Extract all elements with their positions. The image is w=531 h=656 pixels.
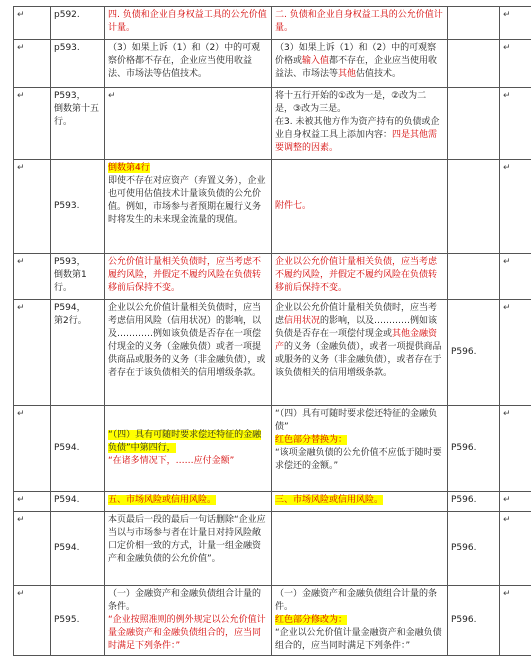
table-row: ↵ P594. 五、市场风险或信用风险。 三、市场风险或信用风险。 P596. ↵ bbox=[14, 492, 531, 512]
table-row: ↵ P595. （一）金融资产和金融负债组合计量的条件。 “企业按照准则的例外规定以公允价值计量金融资产和金融负债组合的，应当同时满足下列条件：” （一）金融资产和金融负债组合计量的条件。 红色部分修改为： “企业以公允价值计量金融资产和金融负债组合的，应当同时满足下列条件：” P596. ↵ bbox=[14, 586, 531, 656]
page-cell: P594. bbox=[51, 406, 105, 492]
table-row bbox=[14, 7, 531, 40]
page-cell: p593. bbox=[51, 40, 105, 88]
revised-text-cell: 企业以公允价值计量相关负债时，应当考虑信用状况的影响，以及…………例如该负债是否存在一项偿付现金或其他金融资产的义务（金融负债），或者一项提供商品或服务的义务（非金融负债），或者存在于该负债相关的信用增级条款。 bbox=[272, 300, 448, 406]
revised-text-cell: 二. 负债和企业自身权益工具的公允价值计量。 bbox=[272, 7, 448, 40]
ref-page-cell: P596. bbox=[448, 300, 500, 406]
original-text-cell: 公允价值计量相关负债时，应当考虑不履约风险，并假定不履约风险在负债转移前后保持不变。 bbox=[105, 254, 272, 300]
errata-table bbox=[13, 6, 531, 656]
revised-text-cell: 附件七。 bbox=[272, 160, 448, 254]
row-end-marker: ↵ bbox=[500, 7, 531, 40]
page-cell: p592. bbox=[51, 7, 105, 40]
original-text-cell: 四. 负债和企业自身权益工具的公允价值计量。 bbox=[105, 7, 272, 40]
page-cell: P593， 倒数第1行。 bbox=[51, 254, 105, 300]
revised-text-cell: “（四）具有可随时要求偿还特征的金融负债” 红色部分替换为： “该项金融负债的公允价值不应低于随时要求偿还的金额。” bbox=[272, 406, 448, 492]
page-cell: P594， 第2行。 bbox=[51, 300, 105, 406]
ref-page-cell: P596. bbox=[448, 406, 500, 492]
table-row: ↵ P594， 第2行。 企业以公允价值计量相关负债时，应当考虑信用风险（信用状况）的影响，以及…………例如该负债是否存在一项偿付现金的义务（金融负债）或者一项提供商品或服务的义务（非金融负债），或者存在于该负债相关的信用增级条款。 企业以公允价值计量相关负债时，应当考虑信用状况的影响，以及…………例如该负债是否存在一项偿付现金或其他金融资产的义务（金融负债），或者一项提供商品或服务的义务（非金融负债），或者存在于该负债相关的信用增级条款。 P596. ↵ bbox=[14, 300, 531, 406]
table-row: ↵ P593， 倒数第1行。 公允价值计量相关负债时，应当考虑不履约风险，并假定不履约风险在负债转移前后保持不变。 企业以公允价值计量相关负债，应当考虑不履约风险，并假定不履约风险在负债转移前后保持不变。 ↵ bbox=[14, 254, 531, 300]
revised-text-cell: 企业以公允价值计量相关负债，应当考虑不履约风险，并假定不履约风险在负债转移前后保持不变。 bbox=[272, 254, 448, 300]
original-text-cell: 倒数第4行 即使不存在对应资产（弃置义务），企业也可使用估值技术计量该负债的公允价值。例如，市场参与者预期在履行义务时将发生的未来现金流量的现值。 bbox=[105, 160, 272, 254]
table-row: ↵ P593， 倒数第十五行。 ↵ 将十五行开始的①改为一是，②改为二是，③改为三是。 在3. 未被其他方作为资产持有的负债或企业自身权益工具上添加内容：四是其他需要调整的因素。 ↵ bbox=[14, 88, 531, 160]
original-text-cell: 本页最后一段的最后一句话删除“企业应当以与市场参与者在计量日对持风险敞口定价相一致的方式，计量一组金融资产和金融负债的公允价值”。 bbox=[105, 512, 272, 586]
table-row: ↵ P594. 本页最后一段的最后一句话删除“企业应当以与市场参与者在计量日对持风险敞口定价相一致的方式，计量一组金融资产和金融负债的公允价值”。 P596. ↵ bbox=[14, 512, 531, 586]
original-text-cell: ↵ bbox=[105, 88, 272, 160]
original-text-cell: “（四）具有可随时要求偿还特征的金融负债”中第四行， “在诸多情况下，……应付金额” bbox=[105, 406, 272, 492]
page-cell: P594. bbox=[51, 512, 105, 586]
revised-text-cell: 将十五行开始的①改为一是，②改为二是，③改为三是。 在3. 未被其他方作为资产持有的负债或企业自身权益工具上添加内容：四是其他需要调整的因素。 bbox=[272, 88, 448, 160]
ref-page-cell: P596. bbox=[448, 492, 500, 512]
revised-text-cell: 三、市场风险或信用风险。 bbox=[272, 492, 448, 512]
ref-page-cell: P596. bbox=[448, 512, 500, 586]
original-text-cell: 企业以公允价值计量相关负债时，应当考虑信用风险（信用状况）的影响，以及…………例如该负债是否存在一项偿付现金的义务（金融负债）或者一项提供商品或服务的义务（非金融负债），或者存在于该负债相关的信用增级条款。 bbox=[105, 300, 272, 406]
page-cell: P594. bbox=[51, 492, 105, 512]
table-row: ↵ p593. （3）如果上诉（1）和（2）中的可观察价格都不存在，企业应当使用收益法、市场法等估值技术。 （3）如果上诉（1）和（2）中的可观察价格或输入值都不存在，企业应当使用收益法、市场法等其他估值技术。 ↵ bbox=[14, 40, 531, 88]
table-row: ↵ P593. 倒数第4行 即使不存在对应资产（弃置义务），企业也可使用估值技术计量该负债的公允价值。例如，市场参与者预期在履行义务时将发生的未来现金流量的现值。 附件七。 ↵ bbox=[14, 160, 531, 254]
ref-page-cell bbox=[448, 7, 500, 40]
original-text-cell: 五、市场风险或信用风险。 bbox=[105, 492, 272, 512]
page-cell: P593. bbox=[51, 160, 105, 254]
original-text-cell: （一）金融资产和金融负债组合计量的条件。 “企业按照准则的例外规定以公允价值计量金融资产和金融负债组合的，应当同时满足下列条件：” bbox=[105, 586, 272, 656]
revised-text-cell bbox=[272, 512, 448, 586]
page-cell: P595. bbox=[51, 586, 105, 656]
table-row: ↵ P594. “（四）具有可随时要求偿还特征的金融负债”中第四行， “在诸多情况下，……应付金额” “（四）具有可随时要求偿还特征的金融负债” 红色部分替换为： “该项金融负债的公允价值不应低于随时要求偿还的金额。” P596. ↵ bbox=[14, 406, 531, 492]
original-text-cell: （3）如果上诉（1）和（2）中的可观察价格都不存在，企业应当使用收益法、市场法等估值技术。 bbox=[105, 40, 272, 88]
page-cell: P593， 倒数第十五行。 bbox=[51, 88, 105, 160]
revised-text-cell: （一）金融资产和金融负债组合计量的条件。 红色部分修改为： “企业以公允价值计量金融资产和金融负债组合的，应当同时满足下列条件：” bbox=[272, 586, 448, 656]
revised-text-cell: （3）如果上诉（1）和（2）中的可观察价格或输入值都不存在，企业应当使用收益法、市场法等其他估值技术。 bbox=[272, 40, 448, 88]
ref-page-cell: P596. bbox=[448, 586, 500, 656]
row-marker: ↵ bbox=[14, 7, 51, 40]
